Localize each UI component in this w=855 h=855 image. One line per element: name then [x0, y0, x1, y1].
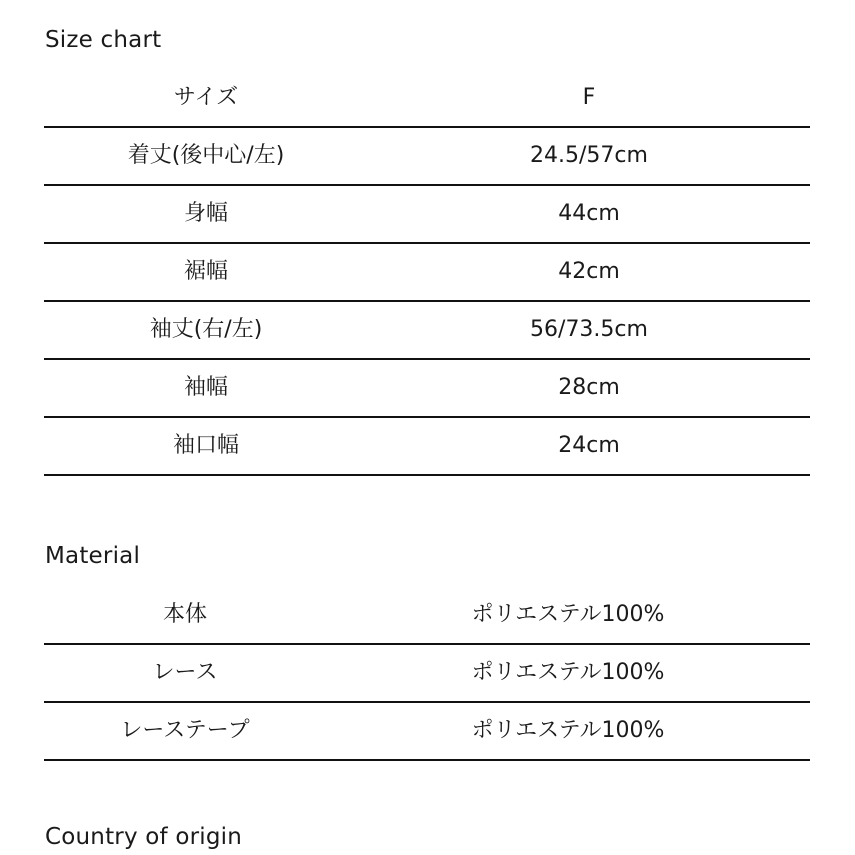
size-row-label: 裾幅 — [183, 259, 228, 284]
size-chart-title: Size chart — [45, 27, 162, 53]
size-row-label: 袖口幅 — [172, 433, 239, 458]
table-row — [44, 186, 810, 244]
material-row-value: ポリエステル100% — [471, 602, 665, 627]
size-row-value: 56/73.5cm — [530, 317, 648, 342]
table-row — [44, 418, 810, 476]
material-row-label: レーステープ — [120, 718, 250, 743]
size-row-label: 袖幅 — [183, 375, 228, 400]
size-row-value: 44cm — [558, 201, 620, 226]
country-of-origin-title: Country of origin — [45, 824, 243, 850]
size-row-value: 42cm — [558, 259, 620, 284]
material-row-label: レース — [152, 660, 218, 685]
size-header-value: F — [582, 85, 596, 110]
table-row — [44, 645, 810, 703]
table-row — [44, 703, 810, 761]
material-row-label: 本体 — [162, 602, 207, 627]
table-row — [44, 360, 810, 418]
size-row-value: 24.5/57cm — [530, 143, 648, 168]
material-row-value: ポリエステル100% — [471, 718, 665, 743]
size-row-value: 24cm — [558, 433, 620, 458]
material-title: Material — [45, 543, 141, 569]
size-row-value: 28cm — [558, 375, 620, 400]
material-table — [44, 587, 810, 761]
table-row — [44, 302, 810, 360]
size-chart-table — [44, 70, 810, 476]
size-row-label: 袖丈(右/左) — [149, 317, 263, 342]
table-row — [44, 587, 810, 645]
table-row — [44, 128, 810, 186]
size-header-label: サイズ — [173, 85, 239, 110]
size-row-label: 身幅 — [183, 201, 228, 226]
size-row-label: 着丈(後中心/左) — [127, 143, 285, 168]
material-row-value: ポリエステル100% — [471, 660, 665, 685]
table-row — [44, 244, 810, 302]
size-chart-header-row — [44, 70, 810, 128]
